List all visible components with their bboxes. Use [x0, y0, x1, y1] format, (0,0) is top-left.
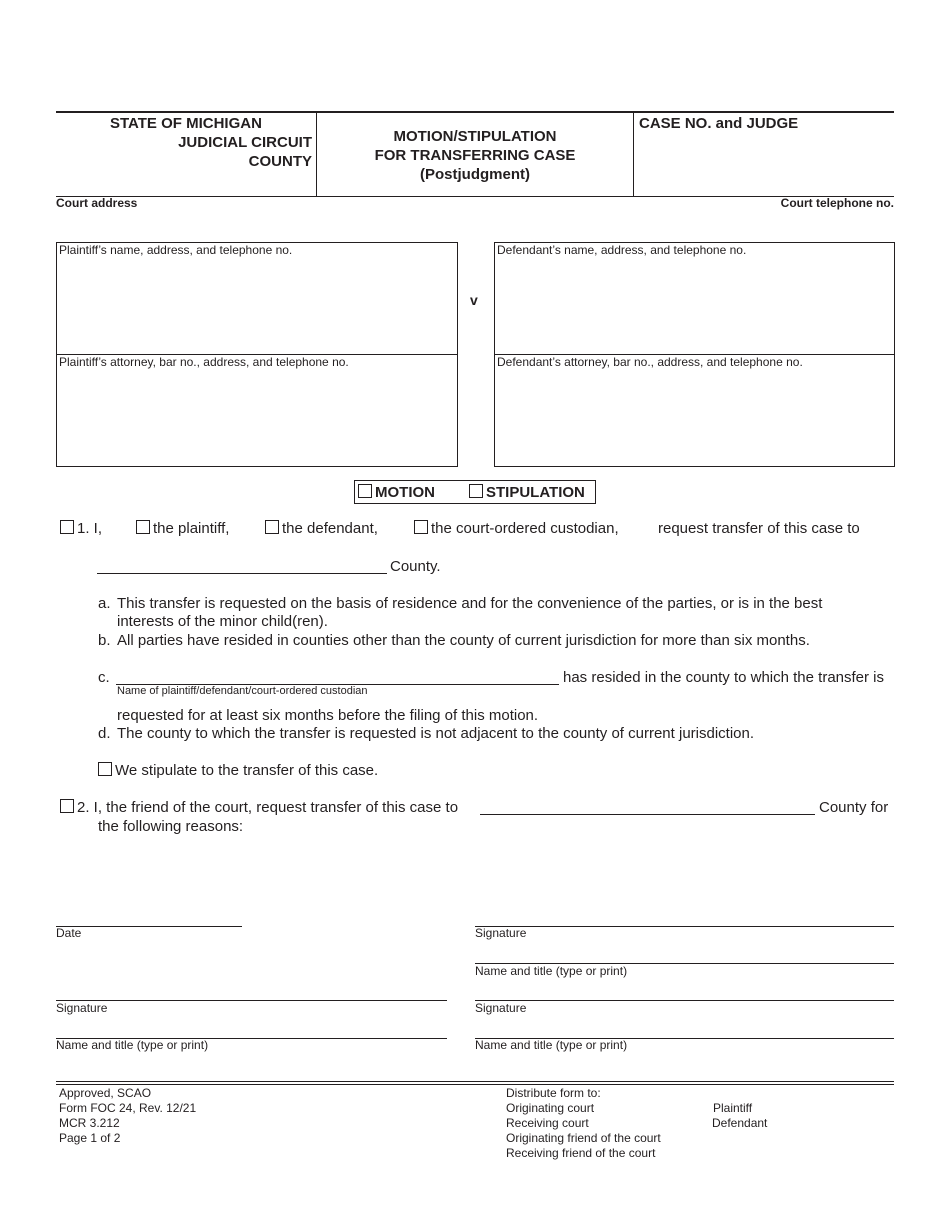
county-field-line[interactable]: [97, 573, 387, 574]
plaintiff-name-label: Plaintiff’s name, address, and telephone no.: [59, 243, 293, 257]
signature-label-right2: Signature: [475, 1001, 527, 1015]
defendant-checkbox[interactable]: [265, 520, 279, 534]
item1-number: 1. I,: [77, 520, 103, 537]
state-label: STATE OF MICHIGAN: [110, 115, 262, 132]
plaintiff-attorney-label: Plaintiff’s attorney, bar no., address, and telephone no.: [59, 355, 349, 369]
item1b-label: b.: [98, 632, 111, 649]
judicial-circuit-label: JUDICIAL CIRCUIT: [178, 134, 312, 151]
header-top-rule: [56, 111, 894, 113]
footer-dist-originating-foc: Originating friend of the court: [506, 1131, 661, 1145]
court-phone-label: Court telephone no.: [780, 196, 894, 210]
stipulate-label: We stipulate to the transfer of this case.: [115, 762, 379, 779]
signature-field-line-right1[interactable]: [475, 926, 894, 927]
signature-field-line-left[interactable]: [56, 1000, 447, 1001]
name-title-label-left: Name and title (type or print): [56, 1038, 209, 1052]
footer-dist-receiving-foc: Receiving friend of the court: [506, 1146, 656, 1160]
footer-distribute-label: Distribute form to:: [506, 1086, 601, 1100]
item1a-label: a.: [98, 595, 111, 612]
item1b-text: All parties have resided in counties other than the county of current jurisdiction for more than six months.: [117, 632, 810, 649]
county-suffix: County.: [390, 558, 441, 575]
stipulation-option[interactable]: [469, 484, 585, 501]
item1c-text-line2: requested for at least six months before the filing of this motion.: [117, 707, 539, 724]
footer-page: Page 1 of 2: [59, 1131, 121, 1145]
item1a-text-line2: interests of the minor child(ren).: [117, 613, 328, 630]
item1a-text-line1: This transfer is requested on the basis of residence and for the convenience of the parties, or is in the best: [117, 595, 823, 612]
defendant-name-label: Defendant’s name, address, and telephone no.: [497, 243, 747, 257]
plaintiff-option-label: the plaintiff,: [153, 520, 230, 537]
form-title-line1: MOTION/STIPULATION: [393, 128, 557, 145]
custodian-option[interactable]: [414, 520, 619, 538]
plaintiff-checkbox[interactable]: [136, 520, 150, 534]
stipulation-label: STIPULATION: [486, 484, 585, 501]
custodian-checkbox[interactable]: [414, 520, 428, 534]
stipulate-option[interactable]: [98, 762, 378, 780]
item2-county-for: County for: [819, 799, 889, 816]
custodian-name-caption: Name of plaintiff/defendant/court-ordered custodian: [117, 685, 368, 697]
defendant-attorney-label: Defendant’s attorney, bar no., address, and telephone no.: [497, 355, 803, 369]
item1c-text-line1: has resided in the county to which the transfer is: [563, 669, 885, 686]
name-title-label-right1: Name and title (type or print): [475, 964, 628, 978]
custodian-option-label: the court-ordered custodian,: [431, 520, 619, 537]
footer-rule-top: [56, 1081, 894, 1082]
date-label: Date: [56, 926, 82, 940]
case-no-label: CASE NO. and JUDGE: [639, 115, 799, 132]
name-title-label-right2: Name and title (type or print): [475, 1038, 628, 1052]
item2-line: [60, 799, 458, 817]
motion-checkbox[interactable]: [358, 484, 372, 498]
defendant-option[interactable]: [265, 520, 378, 538]
motion-option[interactable]: [358, 484, 435, 501]
versus-label: v: [470, 292, 478, 308]
defendant-option-label: the defendant,: [282, 520, 378, 537]
footer-rule-bottom: [56, 1084, 894, 1085]
item1-line: [60, 520, 102, 538]
footer-dist-receiving-court: Receiving court: [506, 1116, 589, 1130]
item2-reasons-label: the following reasons:: [98, 818, 244, 835]
form-title-line3: (Postjudgment): [420, 166, 530, 183]
footer-approved: Approved, SCAO: [59, 1086, 152, 1100]
form-title-line2: FOR TRANSFERRING CASE: [374, 147, 576, 164]
date-field-line[interactable]: [56, 926, 242, 927]
header-divider-right: [633, 112, 634, 196]
item1d-label: d.: [98, 725, 111, 742]
footer-mcr: MCR 3.212: [59, 1116, 120, 1130]
item1c-label: c.: [98, 669, 110, 686]
item1-checkbox[interactable]: [60, 520, 74, 534]
footer-dist-defendant: Defendant: [712, 1116, 768, 1130]
footer-dist-originating-court: Originating court: [506, 1101, 595, 1115]
item2-county-field-line[interactable]: [480, 814, 815, 815]
stipulation-checkbox[interactable]: [469, 484, 483, 498]
header-divider-left: [316, 112, 317, 196]
signature-field-line-right2[interactable]: [475, 1000, 894, 1001]
stipulate-checkbox[interactable]: [98, 762, 112, 776]
county-label: COUNTY: [248, 153, 312, 170]
signature-label-right1: Signature: [475, 926, 527, 940]
item1d-text: The county to which the transfer is requested is not adjacent to the county of current jurisdiction.: [117, 725, 755, 742]
item2-checkbox[interactable]: [60, 799, 74, 813]
footer-form-number: Form FOC 24, Rev. 12/21: [59, 1101, 197, 1115]
item2-text: 2. I, the friend of the court, request transfer of this case to: [77, 799, 459, 816]
signature-label-left: Signature: [56, 1001, 108, 1015]
footer-dist-plaintiff: Plaintiff: [713, 1101, 753, 1115]
motion-label: MOTION: [375, 484, 435, 501]
court-address-label: Court address: [56, 196, 138, 210]
plaintiff-option[interactable]: [136, 520, 229, 538]
request-transfer-text: request transfer of this case to: [658, 520, 860, 537]
form-title: [318, 127, 632, 184]
